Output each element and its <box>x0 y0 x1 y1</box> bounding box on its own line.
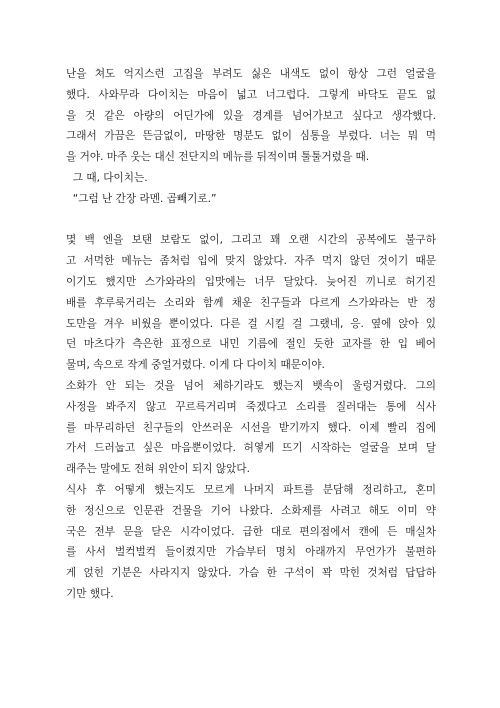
text-line: 물며, 속으로 작게 중얼거렸다. 이게 다 다이치 때문이야. <box>66 359 325 372</box>
text-line: 이기도 했지만 스가와라의 입맛에는 너무 달았다. 늦어진 끼니로 허기진 <box>66 275 436 288</box>
text-line: 래주는 말에도 전혀 위안이 되지 않았다. <box>66 463 250 476</box>
text-line: 을 것 같은 아량의 어딘가에 있을 경계를 넘어가보고 싶다고 생각했다. <box>66 109 436 122</box>
text-line: 식사 후 어떻게 했는지도 모르게 나머지 파트를 분담해 정리하고, 혼미 <box>66 483 436 496</box>
text-line: 한 정신으로 인문관 건물을 기어 나왔다. 소화제를 사려고 해도 이미 약 <box>66 504 436 517</box>
text-line: 을 거야. 마주 웃는 대신 전단지의 메뉴를 뒤적이며 툴툴거렸을 때. <box>66 151 370 164</box>
text-line: 를 사서 벌컥벌컥 들이켰지만 가슴부터 명치 아래까지 무언가가 불편하 <box>66 546 436 559</box>
text-line: 를 마무리하던 친구들의 안쓰러운 시선을 받기까지 했다. 이제 빨리 집에 <box>66 421 436 434</box>
text-line: 그래서 가끔은 뜬금없이, 마땅한 명분도 없이 심통을 부렸다. 너는 뭐 먹 <box>66 130 436 143</box>
text-line: 국은 전부 문을 닫은 시각이었다. 급한 대로 편의점에서 캔에 든 매실차 <box>66 525 436 538</box>
text-line: 했다. 사와무라 다이치는 마음이 넓고 너그럽다. 그렇게 바닥도 끝도 없 <box>66 88 436 101</box>
text-line: 기만 했다. <box>66 587 114 600</box>
text-line: 던 마츠다가 측은한 표정으로 내민 기름에 절인 듯한 교자를 한 입 베어 <box>66 338 436 351</box>
text-line: 소화가 안 되는 것을 넘어 체하기라도 했는지 뱃속이 울렁거렸다. 그의 <box>66 379 436 392</box>
text-line: 그 때, 다이치는. <box>66 171 148 184</box>
text-line: 사정을 봐주지 않고 꾸르륵거리며 죽겠다고 소리를 질러대는 통에 식사 <box>66 400 436 413</box>
text-line: “그럼 난 간장 라멘. 곱빼기로.” <box>66 192 217 205</box>
body-text <box>66 64 436 605</box>
blank-line <box>66 210 436 231</box>
text-line: 배를 후루룩거리는 소리와 함께 채운 친구들과 다르게 스가와라는 반 정 <box>66 296 436 309</box>
text-line: 가서 드러눕고 싶은 마음뿐이었다. 허옇게 뜨기 시작하는 얼굴을 보며 달 <box>66 442 436 455</box>
text-line: 도만을 겨우 비웠을 뿐이었다. 다른 걸 시킬 걸 그랬네, 응. 옆에 앉아 있 <box>66 317 436 330</box>
text-line: 몇 백 엔을 보탠 보람도 없이, 그리고 꽤 오랜 시간의 공복에도 불구하 <box>66 234 436 247</box>
text-line: 난을 쳐도 억지스런 고집을 부려도 싫은 내색도 없이 항상 그런 얼굴을 <box>66 68 436 80</box>
text-line: 게 얹힌 기분은 사라지지 않았다. 가슴 한 구석이 꽉 막힌 것처럼 답답하 <box>66 567 436 580</box>
text-line: 고 서먹한 메뉴는 좀처럼 입에 맞지 않았다. 자주 먹지 않던 것이기 때문 <box>66 255 436 268</box>
